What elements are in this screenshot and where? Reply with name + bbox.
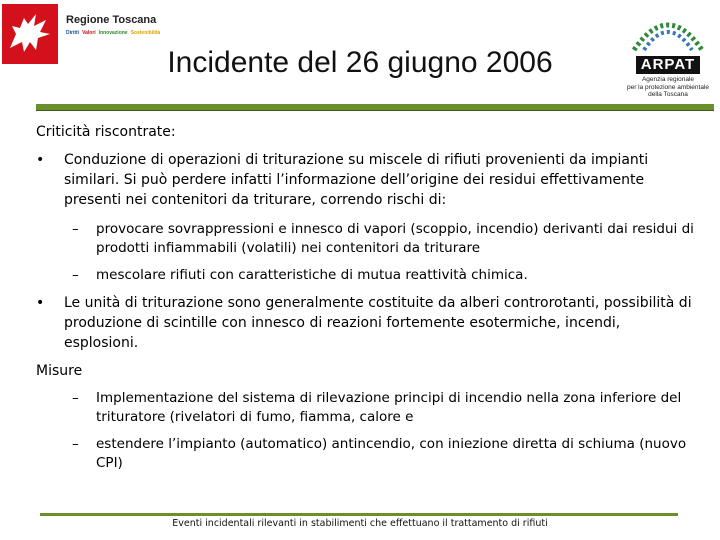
sub-item	[72, 389, 696, 427]
org-name: Regione Toscana	[66, 14, 157, 26]
arpat-wordmark: ARPAT	[636, 56, 700, 74]
sub-text: estendere l’impianto (automatico) antincendio, con iniezione diretta di schiuma (nuovo CPI)	[96, 436, 687, 471]
bullet-text: Conduzione di operazioni di triturazione su miscele di rifiuti provenienti da impianti similari. Si può perdere infatti l’informazione dell’origine dei residui effettivamente presenti nei contenitori da triturare, correndo rischi di:	[64, 152, 649, 208]
misure-heading: Misure	[36, 363, 83, 379]
dash-icon: –	[72, 221, 79, 237]
criticita-heading: Criticità riscontrate:	[36, 124, 176, 140]
org-motto	[66, 30, 163, 36]
bullet-icon: •	[36, 152, 45, 168]
motto-word: Diritti	[66, 30, 80, 36]
arpat-description	[620, 76, 716, 99]
motto-word: Sostenibilità	[130, 30, 161, 36]
sub-text: Implementazione del sistema di rilevazione principi di incendio nella zona inferiore del trituratore (rivelatori di fumo, fiamma, calore e	[96, 390, 682, 425]
arpat-desc-line: per la protezione ambientale	[626, 83, 710, 91]
bullet-item	[36, 293, 696, 353]
dash-icon: –	[72, 436, 79, 452]
slide-body	[36, 124, 696, 481]
sub-item	[72, 266, 696, 285]
motto-word: Valori	[82, 30, 96, 36]
sub-text: provocare sovrappressioni e innesco di vapori (scoppio, incendio) derivanti dai residui di prodotti infiammabili (volatili) nei contenitori da triturare	[96, 221, 694, 256]
sub-text: mescolare rifiuti con caratteristiche di mutua reattività chimica.	[96, 267, 528, 283]
sub-item	[72, 435, 696, 473]
dash-icon: –	[72, 267, 79, 283]
bullet-item	[36, 150, 696, 210]
slide-title: Incidente del 26 giugno 2006	[167, 46, 553, 79]
footer-text: Eventi incidentali rilevanti in stabilimenti che effettuano il trattamento di rifiuti	[172, 518, 548, 529]
sub-item	[72, 220, 696, 258]
header-divider	[36, 104, 714, 111]
arpat-logo	[620, 6, 716, 98]
bullet-icon: •	[36, 295, 45, 311]
arpat-desc-line: della Toscana	[648, 91, 688, 98]
footer-divider	[40, 513, 678, 516]
bullet-text: Le unità di triturazione sono generalmente costituite da alberi controrotanti, possibilità di produzione di scintille con innesco di reazioni fortemente esotermiche, incendi, esplosioni.	[64, 295, 692, 351]
arpat-emblem-icon	[630, 6, 706, 56]
arpat-desc-line: Agenzia regionale	[641, 76, 695, 83]
motto-word: Innovazione	[98, 30, 128, 36]
dash-icon: –	[72, 390, 79, 406]
